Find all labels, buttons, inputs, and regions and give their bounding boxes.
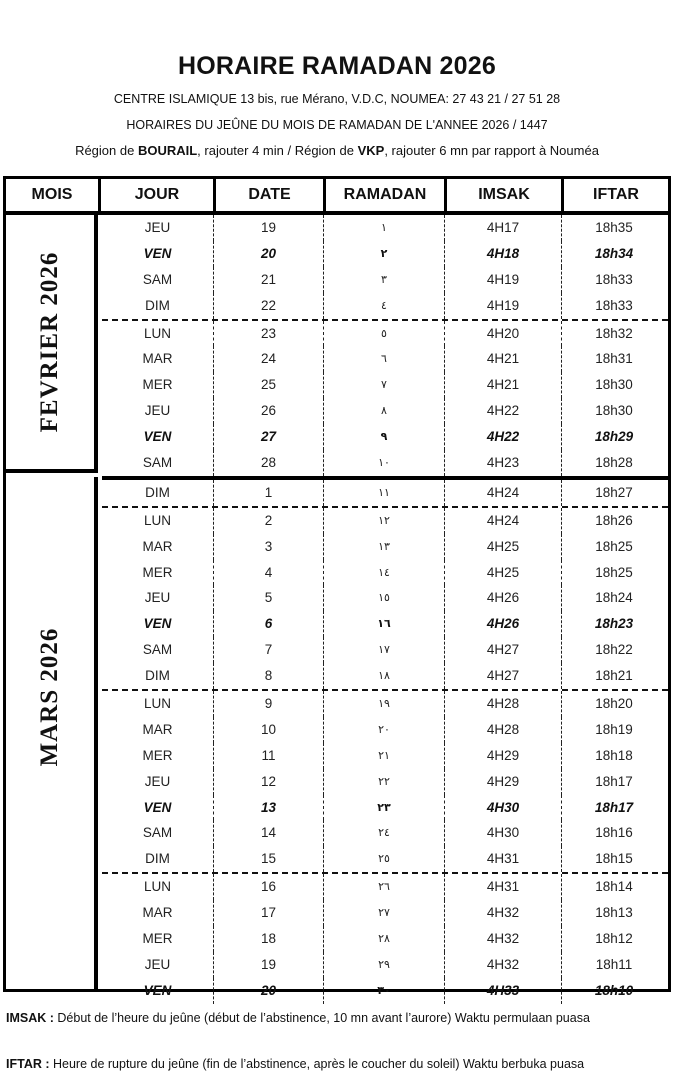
ramadan-day-cell: ٢١ (324, 743, 445, 769)
date-cell: 14 (214, 820, 324, 846)
table-row (102, 480, 668, 508)
iftar-time-cell: 18h30 (595, 403, 633, 419)
table-row (102, 663, 668, 691)
date-cell: 23 (214, 321, 324, 347)
date-cell: 7 (214, 637, 324, 663)
ramadan-day-cell: ٦ (324, 346, 445, 372)
ramadan-day-cell: ٤ (324, 293, 445, 319)
imsak-time-cell: 4H19 (445, 267, 562, 293)
date-cell: 24 (214, 346, 324, 372)
ramadan-day-cell: ٢٠ (324, 717, 445, 743)
day-cell: LUN (102, 874, 214, 900)
iftar-time-cell: 18h25 (595, 538, 633, 554)
imsak-time-cell: 4H32 (445, 926, 562, 952)
imsak-time-cell: 4H29 (445, 769, 562, 795)
iftar-time-cell: 18h16 (595, 825, 633, 841)
imsak-time-cell: 4H26 (445, 585, 562, 611)
imsak-time-cell: 4H33 (445, 978, 562, 1004)
table-row (102, 398, 668, 424)
date-cell: 5 (214, 585, 324, 611)
imsak-time-cell: 4H26 (445, 611, 562, 637)
day-cell: DIM (102, 663, 214, 689)
date-cell: 25 (214, 372, 324, 398)
table-row (102, 534, 668, 560)
table-row (102, 560, 668, 586)
table-row (102, 978, 668, 1004)
table-header-row (6, 179, 668, 215)
iftar-time-cell: 18h29 (594, 429, 634, 445)
table-row (102, 293, 668, 321)
day-cell: JEU (102, 952, 214, 978)
table-row (102, 450, 668, 480)
iftar-time-cell: 18h22 (595, 642, 633, 658)
day-cell: DIM (102, 480, 214, 506)
day-cell: MAR (102, 717, 214, 743)
date-cell: 16 (214, 874, 324, 900)
imsak-time-cell: 4H19 (445, 293, 562, 319)
imsak-time-cell: 4H25 (445, 560, 562, 586)
table-row (102, 717, 668, 743)
iftar-time-cell: 18h34 (594, 245, 634, 261)
ramadan-day-cell: ١١ (324, 480, 445, 506)
date-cell: 21 (214, 267, 324, 293)
date-cell: 28 (214, 450, 324, 476)
table-row (102, 346, 668, 372)
column-header-ramadan: RAMADAN (326, 179, 447, 211)
imsak-time-cell: 4H24 (445, 480, 562, 506)
schedule-subtitle: HORAIRES DU JEÛNE DU MOIS DE RAMADAN DE L'ANNEE 2026 / 1447 (126, 118, 548, 132)
table-row (102, 241, 668, 267)
imsak-time-cell: 4H32 (445, 952, 562, 978)
legend-iftar-label: IFTAR : (6, 1057, 50, 1071)
iftar-time-cell: 18h27 (595, 484, 633, 500)
day-cell: MAR (102, 346, 214, 372)
date-cell: 9 (214, 691, 324, 717)
table-row (102, 637, 668, 663)
day-cell: DIM (102, 846, 214, 872)
iftar-time-cell: 18h25 (595, 564, 633, 580)
column-header-jour: JOUR (101, 179, 216, 211)
iftar-time-cell: 18h11 (595, 956, 633, 972)
ramadan-day-cell: ٢٧ (324, 900, 445, 926)
day-cell: MAR (102, 900, 214, 926)
day-cell: VEN (102, 424, 214, 450)
ramadan-day-cell: ٢٥ (324, 846, 445, 872)
day-cell: JEU (102, 769, 214, 795)
table-row (102, 820, 668, 846)
imsak-time-cell: 4H21 (445, 346, 562, 372)
iftar-time-cell: 18h18 (595, 747, 633, 763)
day-cell: DIM (102, 293, 214, 319)
iftar-time-cell: 18h28 (595, 455, 633, 471)
column-header-imsak: IMSAK (447, 179, 564, 211)
legend-iftar-text: Heure de rupture du jeûne (fin de l’abstinence, après le coucher du soleil) Waktu berbuka puasa (49, 1057, 585, 1071)
ramadan-day-cell: ١٣ (324, 534, 445, 560)
table-row (102, 267, 668, 293)
iftar-time-cell: 18h24 (595, 590, 633, 606)
day-cell: LUN (102, 321, 214, 347)
day-cell: VEN (102, 611, 214, 637)
imsak-time-cell: 4H30 (445, 820, 562, 846)
ramadan-day-cell: ١٥ (324, 585, 445, 611)
imsak-time-cell: 4H30 (445, 795, 562, 821)
ramadan-day-cell: ٢٣ (324, 795, 445, 821)
imsak-time-cell: 4H32 (445, 900, 562, 926)
date-cell: 15 (214, 846, 324, 872)
note-text: , rajouter 4 min / Région de (197, 143, 358, 158)
ramadan-day-cell: ٢٩ (324, 952, 445, 978)
date-cell: 17 (214, 900, 324, 926)
imsak-time-cell: 4H18 (445, 241, 562, 267)
ramadan-day-cell: ٨ (324, 398, 445, 424)
day-cell: JEU (102, 585, 214, 611)
legend-imsak-text: Début de l’heure du jeûne (début de l’abstinence, 10 mn avant l’aurore) Waktu permulaan puasa (53, 1011, 590, 1025)
day-cell: VEN (102, 795, 214, 821)
month-cell-march (6, 477, 98, 989)
imsak-time-cell: 4H23 (445, 450, 562, 476)
imsak-time-cell: 4H31 (445, 874, 562, 900)
imsak-time-cell: 4H27 (445, 663, 562, 689)
imsak-time-cell: 4H25 (445, 534, 562, 560)
day-cell: VEN (102, 978, 214, 1004)
day-cell: MER (102, 372, 214, 398)
table-row (102, 215, 668, 241)
date-cell: 12 (214, 769, 324, 795)
ramadan-day-cell: ١ (324, 215, 445, 241)
iftar-time-cell: 18h21 (595, 668, 633, 684)
ramadan-day-cell: ٢٢ (324, 769, 445, 795)
ramadan-day-cell: ١٩ (324, 691, 445, 717)
date-cell: 19 (214, 952, 324, 978)
imsak-time-cell: 4H28 (445, 691, 562, 717)
table-row (102, 846, 668, 874)
table-row (102, 743, 668, 769)
table-row (102, 508, 668, 534)
table-rows (102, 215, 668, 998)
legend-iftar (6, 1057, 584, 1071)
day-cell: MER (102, 560, 214, 586)
month-label: MARS 2026 (36, 627, 63, 767)
iftar-time-cell: 18h14 (595, 879, 633, 895)
ramadan-day-cell: ٧ (324, 372, 445, 398)
table-row (102, 926, 668, 952)
day-cell: SAM (102, 637, 214, 663)
iftar-time-cell: 18h32 (595, 325, 633, 341)
date-cell: 27 (214, 424, 324, 450)
table-row (102, 424, 668, 450)
ramadan-day-cell: ٢٦ (324, 874, 445, 900)
iftar-time-cell: 18h33 (595, 271, 633, 287)
region-vkp: VKP (357, 143, 385, 158)
date-cell: 18 (214, 926, 324, 952)
iftar-time-cell: 18h33 (595, 297, 633, 313)
table-row (102, 585, 668, 611)
date-cell: 26 (214, 398, 324, 424)
ramadan-day-cell: ٥ (324, 321, 445, 347)
day-cell: MAR (102, 534, 214, 560)
iftar-time-cell: 18h26 (595, 512, 633, 528)
date-cell: 10 (214, 717, 324, 743)
ramadan-day-cell: ١٦ (324, 611, 445, 637)
table-row (102, 952, 668, 978)
region-bourail: BOURAIL (137, 143, 198, 158)
iftar-time-cell: 18h19 (595, 721, 633, 737)
imsak-time-cell: 4H22 (445, 398, 562, 424)
ramadan-day-cell: ٣٠ (324, 978, 445, 1004)
date-cell: 13 (214, 795, 324, 821)
date-cell: 20 (214, 241, 324, 267)
date-cell: 20 (214, 978, 324, 1004)
ramadan-day-cell: ٩ (324, 424, 445, 450)
date-cell: 3 (214, 534, 324, 560)
day-cell: JEU (102, 398, 214, 424)
iftar-time-cell: 18h17 (595, 773, 633, 789)
ramadan-day-cell: ٢٨ (324, 926, 445, 952)
ramadan-day-cell: ١٤ (324, 560, 445, 586)
note-text: Région de (75, 143, 138, 158)
day-cell: SAM (102, 267, 214, 293)
month-cell-february (6, 215, 98, 473)
table-row (102, 900, 668, 926)
iftar-time-cell: 18h35 (595, 220, 633, 235)
day-cell: JEU (102, 215, 214, 241)
imsak-time-cell: 4H31 (445, 846, 562, 872)
imsak-time-cell: 4H28 (445, 717, 562, 743)
day-cell: LUN (102, 691, 214, 717)
ramadan-day-cell: ١٧ (324, 637, 445, 663)
imsak-time-cell: 4H22 (445, 424, 562, 450)
date-cell: 8 (214, 663, 324, 689)
iftar-time-cell: 18h15 (595, 851, 633, 867)
page-title: HORAIRE RAMADAN 2026 (178, 52, 496, 80)
imsak-time-cell: 4H21 (445, 372, 562, 398)
table-row (102, 691, 668, 717)
date-cell: 22 (214, 293, 324, 319)
table-row (102, 874, 668, 900)
ramadan-day-cell: ٢٤ (324, 820, 445, 846)
note-text: , rajouter 6 mn par rapport à Nouméa (384, 143, 599, 158)
date-cell: 2 (214, 508, 324, 534)
ramadan-day-cell: ١٨ (324, 663, 445, 689)
column-header-iftar: IFTAR (593, 186, 639, 203)
date-cell: 1 (214, 480, 324, 506)
iftar-time-cell: 18h23 (594, 616, 634, 632)
table-row (102, 372, 668, 398)
table-row (102, 321, 668, 347)
date-cell: 4 (214, 560, 324, 586)
table-row (102, 611, 668, 637)
table-row (102, 769, 668, 795)
day-cell: VEN (102, 241, 214, 267)
imsak-time-cell: 4H29 (445, 743, 562, 769)
centre-address: CENTRE ISLAMIQUE 13 bis, rue Mérano, V.D.C, NOUMEA: 27 43 21 / 27 51 28 (113, 92, 561, 106)
day-cell: LUN (102, 508, 214, 534)
table-body (6, 215, 668, 998)
column-header-date: DATE (216, 179, 326, 211)
iftar-time-cell: 18h30 (595, 377, 633, 393)
day-cell: MER (102, 743, 214, 769)
ramadan-day-cell: ٣ (324, 267, 445, 293)
day-cell: MER (102, 926, 214, 952)
table-row (102, 795, 668, 821)
imsak-time-cell: 4H20 (445, 321, 562, 347)
column-header-mois: MOIS (6, 179, 101, 211)
imsak-time-cell: 4H24 (445, 508, 562, 534)
legend-imsak-label: IMSAK : (6, 1011, 54, 1025)
date-cell: 19 (214, 215, 324, 241)
day-cell: SAM (102, 820, 214, 846)
region-adjustment-note (0, 143, 674, 158)
iftar-time-cell: 18h31 (595, 351, 633, 367)
iftar-time-cell: 18h17 (594, 799, 634, 815)
imsak-time-cell: 4H17 (445, 215, 562, 241)
iftar-time-cell: 18h20 (595, 696, 633, 712)
iftar-time-cell: 18h12 (595, 931, 633, 947)
imsak-time-cell: 4H27 (445, 637, 562, 663)
iftar-time-cell: 18h13 (595, 905, 633, 921)
iftar-time-cell: 18h10 (594, 982, 634, 998)
ramadan-day-cell: ١٢ (324, 508, 445, 534)
day-cell: SAM (102, 450, 214, 476)
date-cell: 6 (214, 611, 324, 637)
ramadan-timetable (3, 176, 671, 998)
ramadan-day-cell: ٢ (324, 241, 445, 267)
ramadan-day-cell: ١٠ (324, 450, 445, 476)
legend-imsak (6, 1011, 590, 1025)
date-cell: 11 (214, 743, 324, 769)
month-label: FEVRIER 2026 (36, 251, 63, 433)
